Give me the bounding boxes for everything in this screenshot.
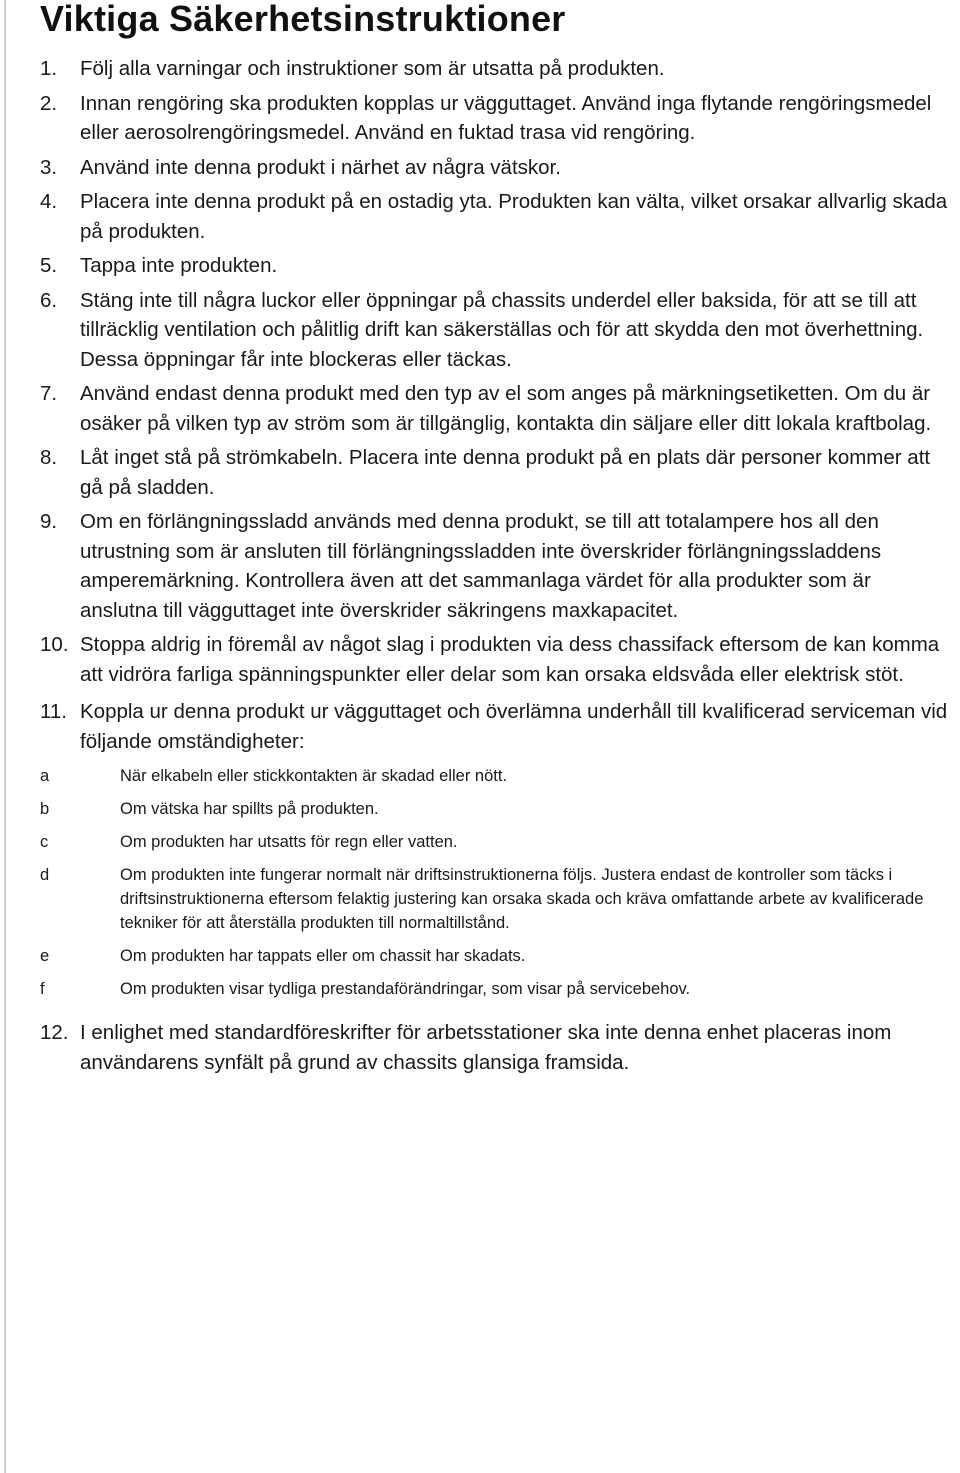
list-item [40,286,960,375]
sub-item [40,944,952,968]
item-number: 11. [40,700,67,723]
list-item [40,697,960,1010]
list-item [40,1018,960,1077]
item-number: 9. [40,510,58,533]
item-number: 8. [40,446,58,469]
sub-item [40,863,952,935]
item-number: 10. [40,633,69,656]
margin-rule [4,0,6,1473]
sub-item-text: Om produkten har utsatts för regn eller vatten. [120,833,458,851]
page-title: Viktiga Säkerhetsinstruktioner [40,0,566,39]
item-text: Om en förlängningssladd används med denna produkt, se till att totalampere hos all den utrustning som är ansluten till förlängningssladden inte överskrider förlängningssladdens amperemärkning. Kontrollera även att det sammanlaga värdet för alla produkter som är anslutna till vägguttaget inte överskrider säkringens maxkapacitet. [80,510,882,622]
item-text: I enlighet med standardföreskrifter för arbetsstationer ska inte denna enhet placeras inom användarens synfält på grund av chassits glansiga framsida. [80,1021,892,1074]
item-text: Använd inte denna produkt i närhet av några vätskor. [80,155,561,179]
sub-item-text: Om produkten visar tydliga prestandaförändringar, som visar på servicebehov. [120,980,691,998]
item-number: 7. [40,382,58,405]
list-item [40,251,960,281]
list-item [40,443,960,502]
sub-item-text: Om produkten har tappats eller om chassit har skadats. [120,947,526,965]
item-number: 3. [40,155,58,179]
item-text: Följ alla varningar och instruktioner som är utsatta på produkten. [80,57,665,80]
sub-item [40,977,952,1001]
sub-item [40,764,952,788]
sub-item [40,830,952,854]
item-text: Tappa inte produkten. [80,254,278,277]
sub-item-text: Om vätska har spillts på produkten. [120,800,379,818]
item-number: 2. [40,91,58,115]
sub-item [40,797,952,821]
sub-item-letter: a [40,767,50,785]
sub-item-letter: c [40,833,49,851]
item-number: 4. [40,190,58,213]
item-number: 6. [40,288,58,312]
item-text: Låt inget stå på strömkabeln. Placera inte denna produkt på en plats där personer kommer att gå på sladden. [80,446,931,499]
item-number: 12. [40,1021,69,1044]
item-text: Koppla ur denna produkt ur vägguttaget och överlämna underhåll till kvalificerad serviceman vid följande omständigheter: [80,700,948,753]
item-number: 5. [40,254,58,277]
list-item [40,187,960,246]
list-item [40,507,960,625]
sub-list [40,764,952,1001]
list-item [40,153,960,183]
sub-item-text: Om produkten inte fungerar normalt när driftsinstruktionerna följs. Justera endast de kontroller som täcks i driftsinstruktionerna eftersom felaktig justering kan orsaka skada och kräva omfattande arbete av kvalificerade tekniker för att återställa produkten till normaltillstånd. [120,866,924,932]
item-text: Innan rengöring ska produkten kopplas ur vägguttaget. Använd inga flytande rengöringsmedel eller aerosolrengöringsmedel. Använd en fuktad trasa vid rengöring. [80,91,932,144]
item-text: Använd endast denna produkt med den typ av el som anges på märkningsetiketten. Om du är osäker på vilken typ av ström som är tillgänglig, kontakta din säljare eller ditt lokala kraftbolag. [80,382,932,435]
list-item [40,54,960,84]
sub-item-letter: f [40,980,45,998]
list-item [40,630,960,689]
sub-item-letter: d [40,866,50,884]
item-text: Stäng inte till några luckor eller öppningar på chassits underdel eller baksida, för att se till att tillräcklig ventilation och pålitlig drift kan säkerställas och för att skydda den mot överhettning. Dessa öppningar får inte blockeras eller täckas. [80,288,924,371]
list-item [40,89,960,148]
item-text: Placera inte denna produkt på en ostadig yta. Produkten kan välta, vilket orsakar allvarlig skada på produkten. [80,190,948,243]
list-item [40,379,960,438]
item-text: Stoppa aldrig in föremål av något slag i produkten via dess chassifack eftersom de kan komma att vidröra farliga spänningspunkter eller delar som kan orsaka eldsvåda eller elektrisk stöt. [80,633,940,686]
item-number: 1. [40,57,58,80]
instruction-list [40,54,960,1082]
sub-item-letter: b [40,800,50,818]
sub-item-text: När elkabeln eller stickkontakten är skadad eller nött. [120,767,508,785]
sub-item-letter: e [40,947,50,965]
